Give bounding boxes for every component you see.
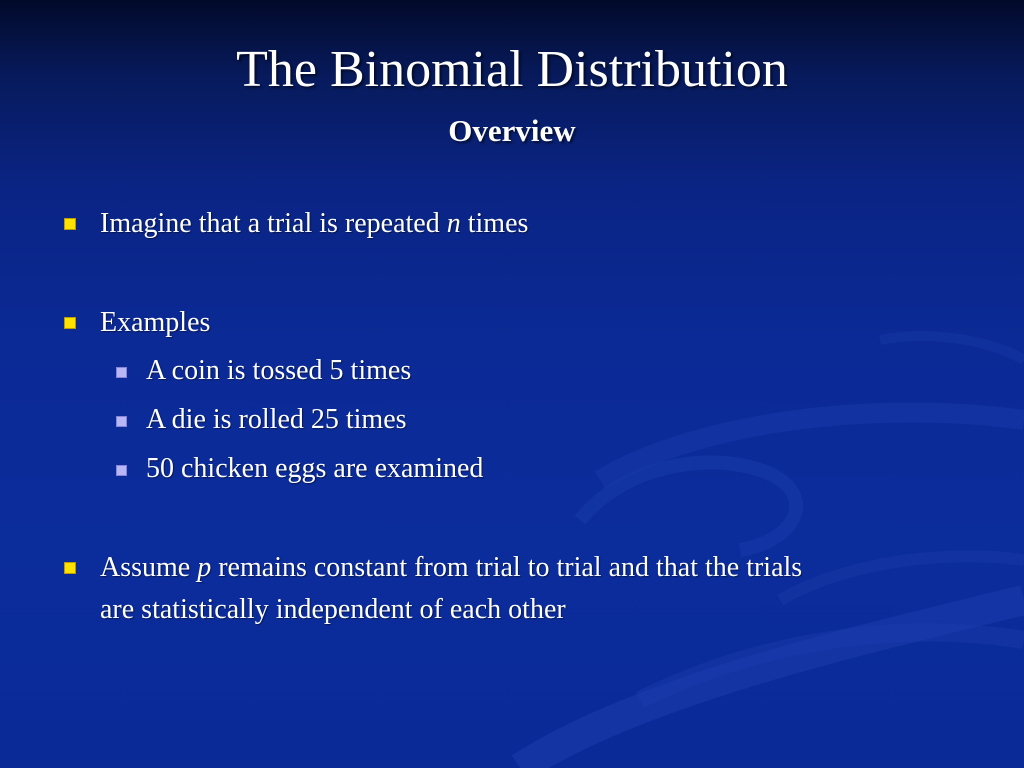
bullet-text: Imagine that a trial is repeated xyxy=(100,208,447,239)
sub-bullet-item xyxy=(146,399,966,441)
bullet-text: Assume xyxy=(100,552,198,583)
bullet-marker xyxy=(64,317,76,329)
bullet-marker xyxy=(64,218,76,230)
bullet-item xyxy=(100,302,980,344)
bullet-marker xyxy=(64,562,76,574)
sub-bullet-marker xyxy=(116,465,127,476)
sub-bullet-marker xyxy=(116,416,127,427)
bullet-item xyxy=(100,203,980,245)
sub-bullet-marker xyxy=(116,367,127,378)
sub-bullet-item xyxy=(146,350,966,392)
bullet-line: are statistically independent of each other xyxy=(100,594,566,625)
slide-title: The Binomial Distribution xyxy=(236,41,788,98)
variable-p: p xyxy=(197,552,212,583)
bullet-text: Examples xyxy=(100,307,211,338)
sub-bullet-item xyxy=(146,448,966,490)
variable-n: n xyxy=(446,208,461,239)
bullet-line xyxy=(100,547,980,589)
bullet-text: times xyxy=(460,208,529,239)
bullet-item xyxy=(100,547,980,631)
slide-subtitle: Overview xyxy=(448,113,576,148)
sub-bullet-text: 50 chicken eggs are examined xyxy=(146,453,484,484)
sub-bullet-text: A die is rolled 25 times xyxy=(146,404,407,435)
bullet-text: remains constant from trial to trial and that the trials xyxy=(211,552,803,583)
sub-bullet-text: A coin is tossed 5 times xyxy=(146,355,412,386)
